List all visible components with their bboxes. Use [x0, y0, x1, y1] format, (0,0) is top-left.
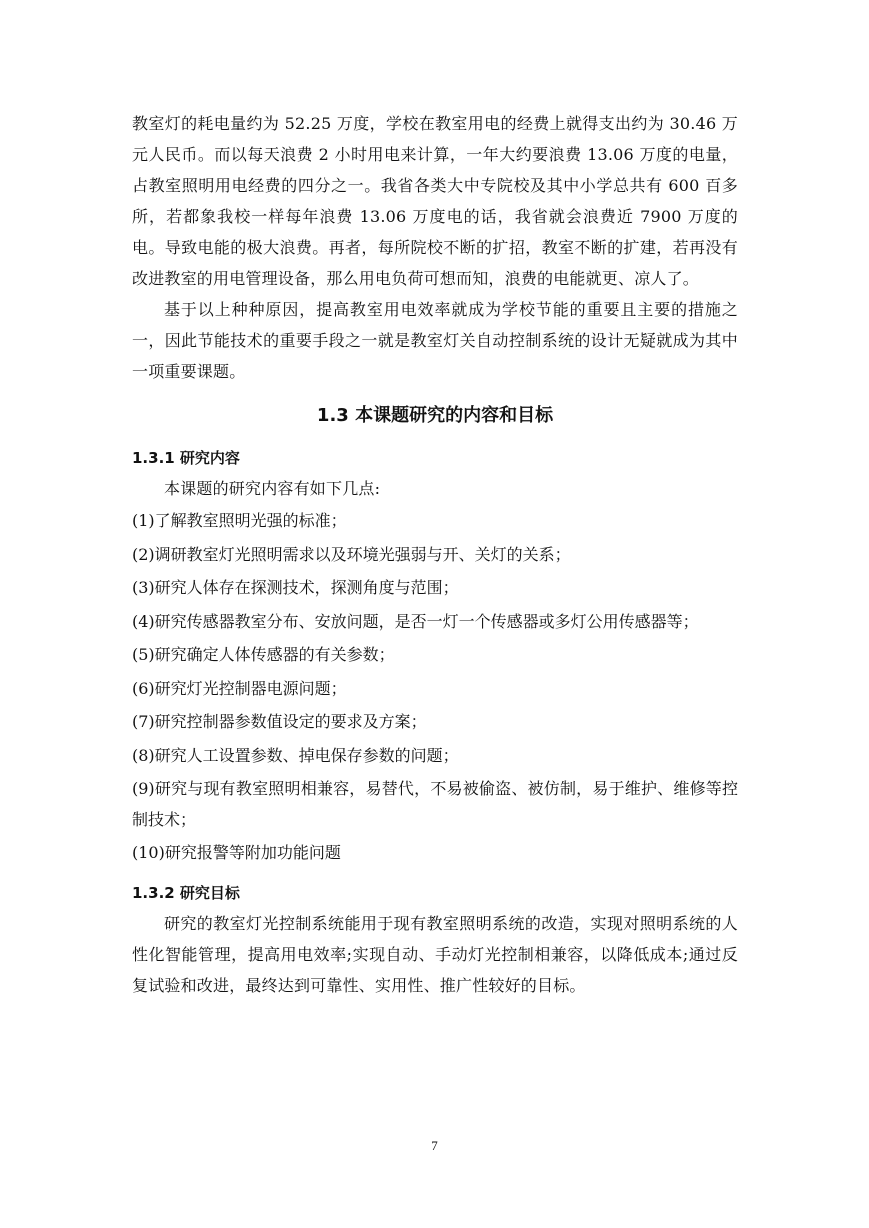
list-item: (8)研究人工设置参数、掉电保存参数的问题； [132, 745, 459, 765]
list-item: (9)研究与现有教室照明相兼容，易替代，不易被偷盗、被仿制，易于维护、维修等控制技术； [132, 779, 738, 829]
subsection-research-content-title: 1.3.1 研究内容 [132, 449, 240, 467]
paragraph-energy-waste: 教室灯的耗电量约为 52.25 万度，学校在教室用电的经费上就得支出约为 30.46 万元人民币。而以每天浪费 2 小时用电来计算，一年大约要浪费 13.06 万度的电量，占教室照明用电经费的四分之一。我省各类大中专院校及其中小学总共有 600 百多所，若都象我校一样每年浪费 13.06 万度电的话，我省就会浪费近 7900 万度的电。导致电能的极大浪费。再者，每所院校不断的扩招，教室不断的扩建，若再没有改进教室的用电管理设备，那么用电负荷可想而知，浪费的电能就更、凉人了。 [132, 114, 738, 288]
section-title: 1.3 本课题研究的内容和目标 [316, 405, 554, 426]
list-item: (1)了解教室照明光强的标准； [132, 511, 347, 530]
list-item: (10)研究报警等附加功能问题 [132, 843, 341, 862]
page-number: 7 [431, 1138, 438, 1153]
list-item: (2)调研教室灯光照明需求以及环境光强弱与开、关灯的关系； [132, 544, 571, 564]
list-item: (4)研究传感器教室分布、安放问题，是否一灯一个传感器或多灯公用传感器等； [132, 611, 699, 631]
spacer [132, 870, 738, 876]
subsection-research-goal-title: 1.3.2 研究目标 [132, 883, 240, 902]
page-content [132, 108, 738, 1001]
list-item: (7)研究控制器参数值设定的要求及方案； [132, 712, 427, 731]
list-item: (6)研究灯光控制器电源问题； [132, 678, 347, 698]
list-item: (5)研究确定人体传感器的有关参数； [132, 645, 395, 664]
research-content-list [132, 504, 738, 870]
paragraph-reasons: 基于以上种种原因，提高教室用电效率就成为学校节能的重要且主要的措施之一，因此节能技术的重要手段之一就是教室灯关自动控制系统的设计无疑就成为其中一项重要课题。 [132, 300, 738, 381]
research-content-intro: 本课题的研究内容有如下几点: [164, 479, 381, 498]
list-item: (3)研究人体存在探测技术，探测角度与范围； [132, 578, 459, 597]
research-goal-body: 研究的教室灯光控制系统能用于现有教室照明系统的改造，实现对照明系统的人性化智能管理，提高用电效率;实现自动、手动灯光控制相兼容，以降低成本;通过反复试验和改进，最终达到可靠性、实用性、推广性较好的目标。 [132, 913, 738, 995]
